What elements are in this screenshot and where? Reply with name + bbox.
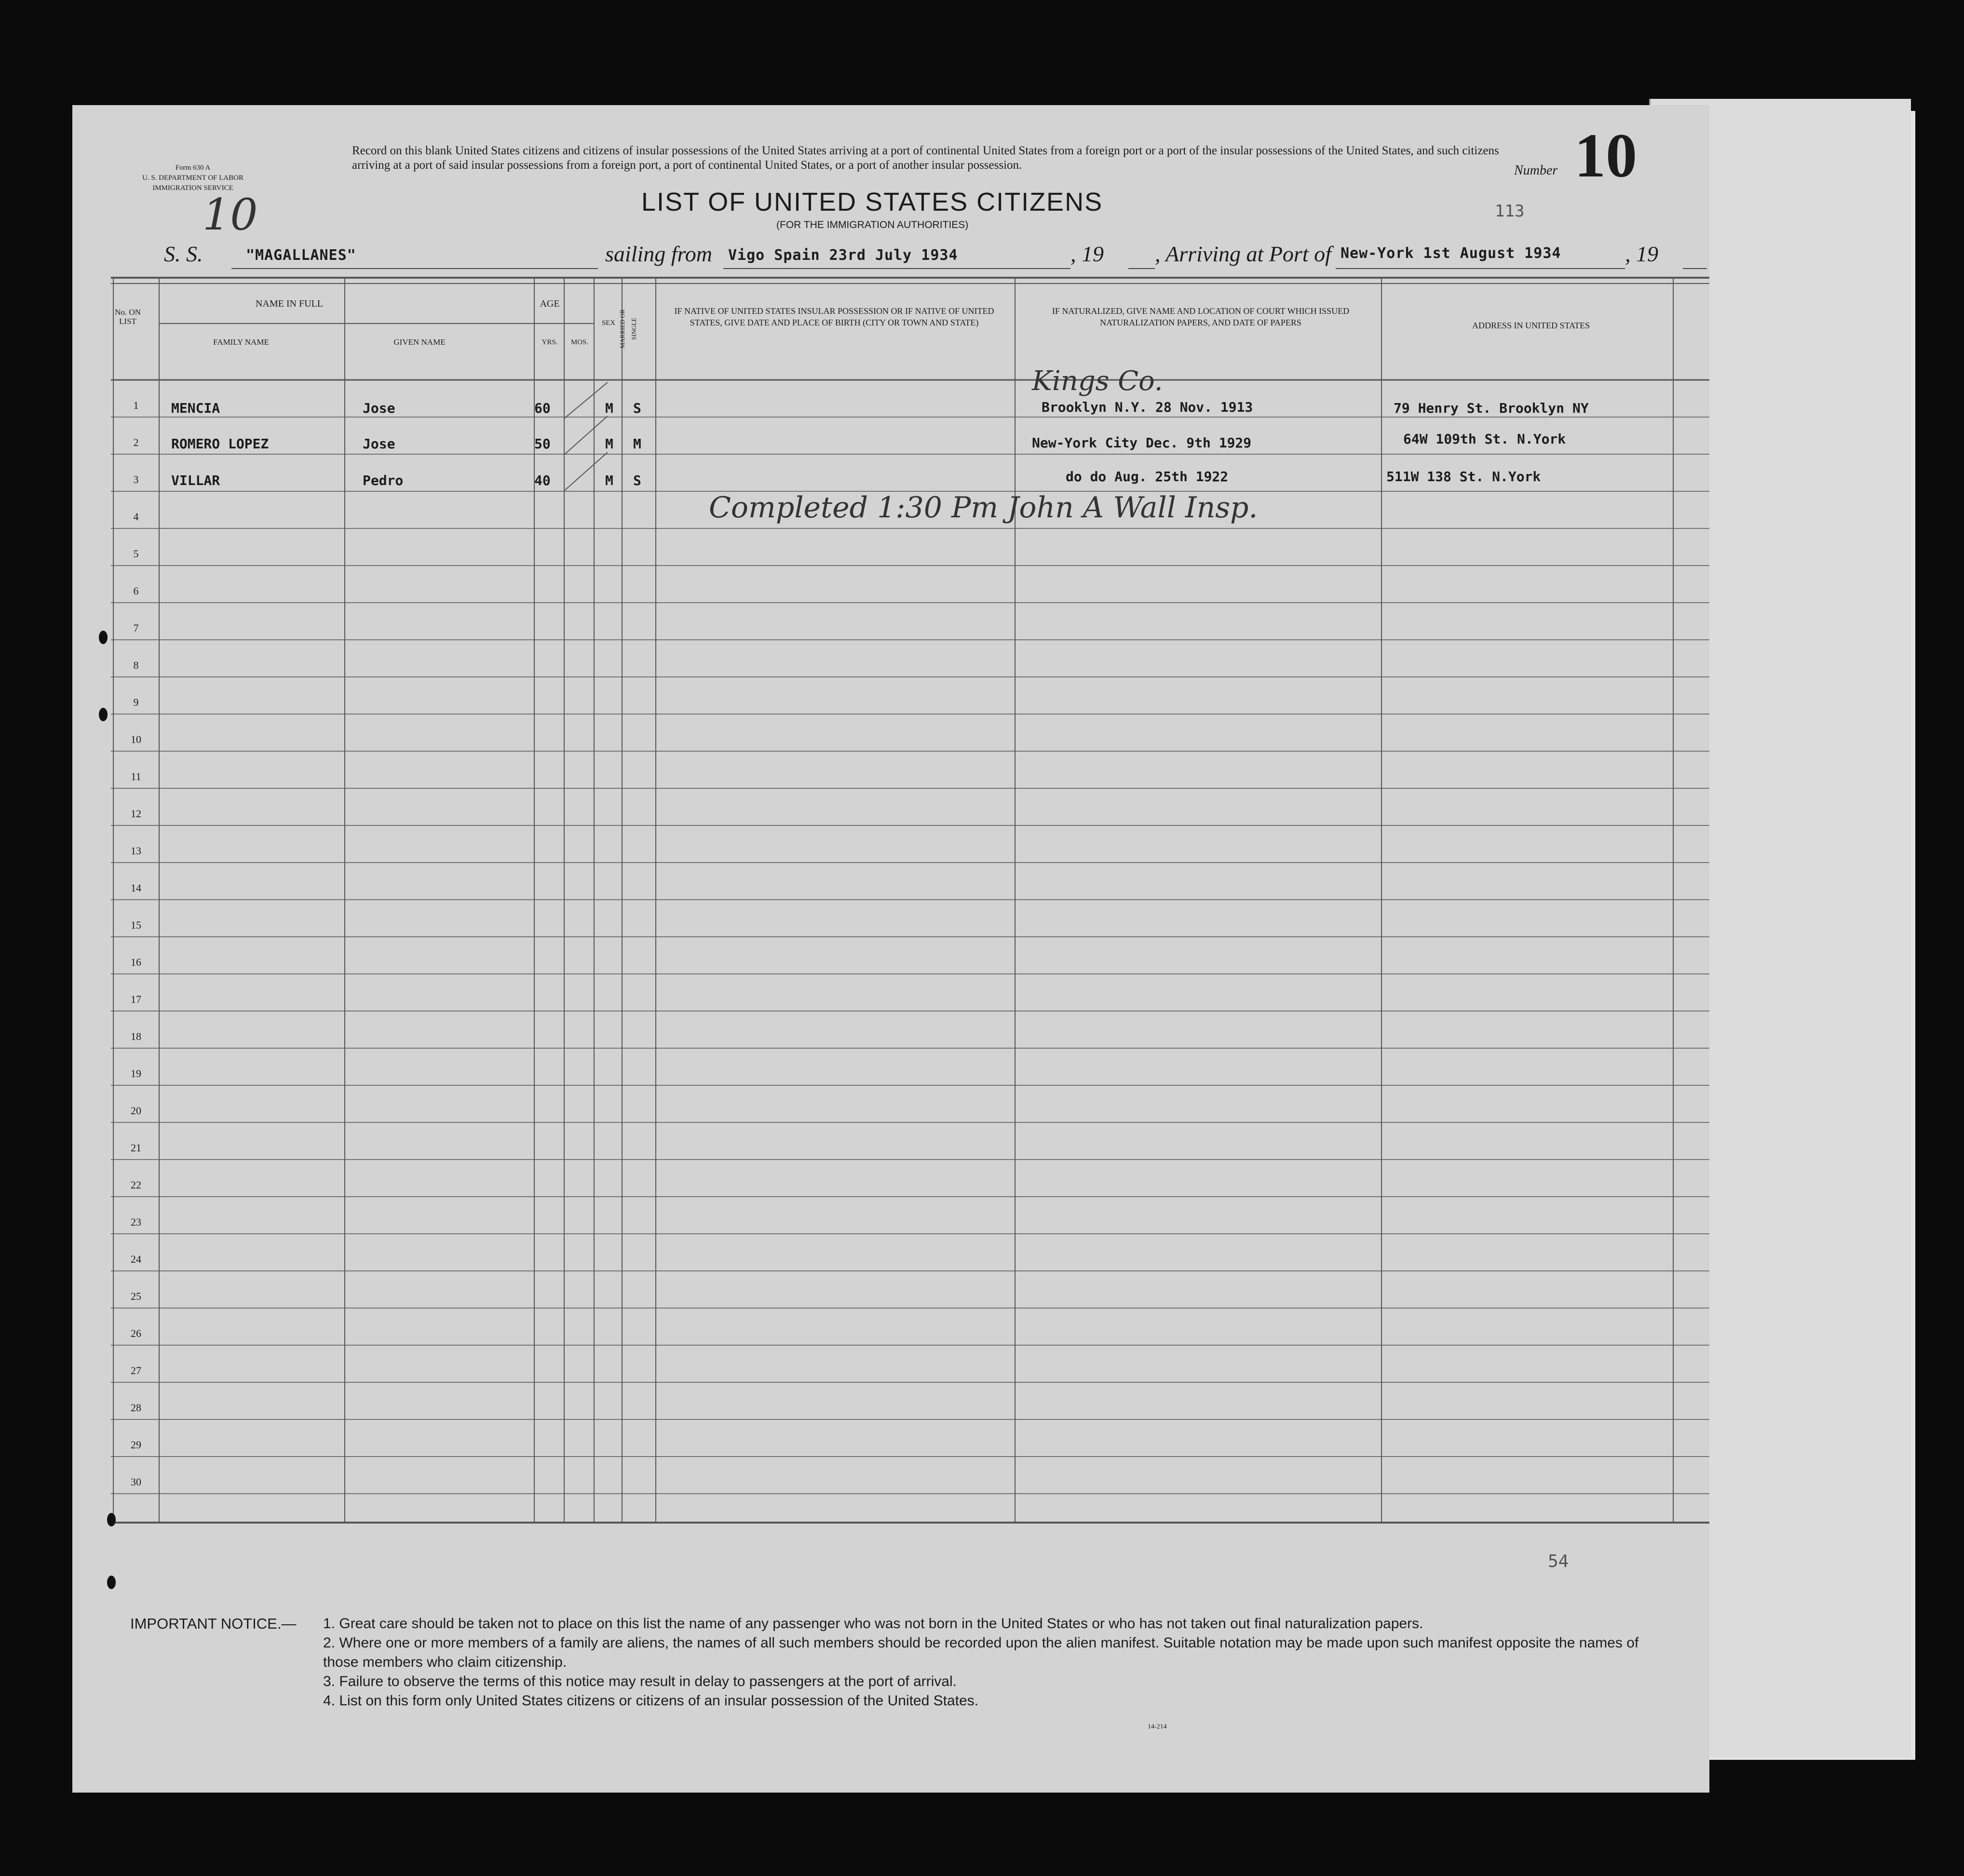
header-family-name: FAMILY NAME bbox=[213, 337, 269, 347]
sex-cell: M bbox=[605, 472, 613, 488]
row-number: 17 bbox=[131, 993, 141, 1005]
header-sex: SEX bbox=[601, 319, 616, 327]
row-number: 22 bbox=[131, 1179, 141, 1191]
row-number: 16 bbox=[131, 956, 141, 968]
handwritten-strike-mark bbox=[564, 452, 608, 491]
header-yrs: YRS. bbox=[542, 338, 558, 346]
row-number: 11 bbox=[131, 770, 141, 783]
ss-label: S. S. bbox=[164, 242, 203, 266]
naturalization-cell: New-York City Dec. 9th 1929 bbox=[1032, 435, 1252, 451]
handwritten-court-note: Kings Co. bbox=[1032, 365, 1163, 397]
row-number: 15 bbox=[131, 919, 141, 931]
row-number: 21 bbox=[131, 1142, 141, 1154]
sailing-from: Vigo Spain 23rd July 1934 bbox=[728, 247, 958, 264]
family-name-cell: MENCIA bbox=[171, 400, 220, 416]
naturalization-cell: do do Aug. 25th 1922 bbox=[1066, 469, 1229, 485]
header-given-name: GIVEN NAME bbox=[393, 337, 446, 347]
punch-hole bbox=[99, 631, 108, 644]
header-address: ADDRESS IN UNITED STATES bbox=[1472, 321, 1590, 330]
page-footer-number: 54 bbox=[1548, 1552, 1569, 1571]
punch-hole bbox=[99, 708, 108, 721]
punch-hole bbox=[107, 1576, 116, 1589]
row-number: 27 bbox=[131, 1364, 141, 1377]
notice-lead: IMPORTANT NOTICE.— bbox=[130, 1615, 297, 1632]
age-cell: 50 bbox=[534, 436, 551, 452]
row-number: 3 bbox=[133, 473, 139, 486]
number-label: Number bbox=[1514, 163, 1558, 178]
family-name-cell: ROMERO LOPEZ bbox=[171, 436, 269, 452]
address-cell: 511W 138 St. N.York bbox=[1386, 469, 1541, 485]
table-grid bbox=[72, 105, 1709, 1793]
handwritten-completion-note: Completed 1:30 Pm John A Wall Insp. bbox=[709, 491, 1258, 525]
year-label: , 19 bbox=[1070, 242, 1104, 266]
form-code: 14-214 bbox=[1148, 1723, 1167, 1730]
address-cell: 64W 109th St. N.York bbox=[1403, 431, 1566, 447]
row-number: 19 bbox=[131, 1067, 141, 1080]
status-cell: M bbox=[633, 436, 641, 452]
row-number: 12 bbox=[131, 808, 141, 820]
status-cell: S bbox=[633, 400, 641, 416]
age-cell: 40 bbox=[534, 472, 551, 488]
row-number: 2 bbox=[133, 436, 139, 448]
row-number: 29 bbox=[131, 1439, 141, 1451]
header-mos: MOS. bbox=[570, 338, 589, 346]
form-id-line: U. S. DEPARTMENT OF LABOR bbox=[142, 174, 244, 182]
arriving-at: New-York 1st August 1934 bbox=[1341, 245, 1561, 262]
row-number: 30 bbox=[131, 1476, 141, 1488]
row-number: 23 bbox=[131, 1216, 141, 1228]
row-number: 20 bbox=[131, 1105, 141, 1117]
header-native: IF NATIVE OF UNITED STATES INSULAR POSSESSION OR IF NATIVE OF UNITED STATES, GIVE DATE AND PLACE OF BIRTH (CITY OR TOWN AND STATE) bbox=[674, 306, 994, 327]
sex-cell: M bbox=[605, 400, 613, 416]
header-age: AGE bbox=[540, 298, 560, 309]
address-cell: 79 Henry St. Brooklyn NY bbox=[1394, 400, 1589, 416]
row-number: 1 bbox=[133, 399, 139, 411]
row-number: 14 bbox=[131, 882, 141, 894]
handwritten-strike-mark bbox=[564, 382, 608, 418]
ship-name: "MAGALLANES" bbox=[246, 247, 356, 264]
row-number: 18 bbox=[131, 1030, 141, 1042]
year-label: , 19 bbox=[1625, 242, 1658, 266]
notice-item: 3. Failure to observe the terms of this notice may result in delay to passengers at the port of arrival. bbox=[323, 1674, 957, 1689]
notice-item: 2. Where one or more members of a family are aliens, the names of all such members should be recorded upon the alien manifest. Suitable notation may be made upon such manifest opposite the names of those members who claim citizenship. bbox=[323, 1635, 1639, 1670]
header-name-in-full: NAME IN FULL bbox=[256, 298, 323, 309]
status-cell: S bbox=[633, 472, 641, 488]
notice-item: 1. Great care should be taken not to place on this list the name of any passenger who was not born in the United States or who has not taken out final naturalization papers. bbox=[323, 1616, 1423, 1632]
family-name-cell: VILLAR bbox=[171, 472, 220, 488]
row-number: 8 bbox=[133, 659, 139, 671]
header-married-single: MARRIED OR SINGLE bbox=[619, 309, 637, 349]
handwritten-strike-mark bbox=[564, 416, 608, 455]
sex-cell: M bbox=[605, 436, 613, 452]
arriving-label: , Arriving at Port of bbox=[1155, 242, 1331, 266]
given-name-cell: Jose bbox=[363, 400, 395, 416]
stamped-number: 113 bbox=[1495, 202, 1525, 221]
row-number: 28 bbox=[131, 1402, 141, 1414]
list-number: 10 bbox=[1574, 121, 1637, 190]
page-title: LIST OF UNITED STATES CITIZENS bbox=[641, 188, 1103, 216]
header-naturalized: IF NATURALIZED, GIVE NAME AND LOCATION OF COURT WHICH ISSUED NATURALIZATION PAPERS, AND DATE OF PAPERS bbox=[1052, 306, 1350, 327]
row-number: 24 bbox=[131, 1253, 141, 1265]
row-number: 4 bbox=[133, 511, 139, 523]
header-no-on-list: No. ON LIST bbox=[115, 308, 141, 326]
naturalization-cell: Brooklyn N.Y. 28 Nov. 1913 bbox=[1042, 399, 1253, 415]
manifest-sheet bbox=[72, 105, 1709, 1793]
row-number: 10 bbox=[131, 733, 141, 745]
page-subtitle: (FOR THE IMMIGRATION AUTHORITIES) bbox=[776, 219, 969, 230]
preamble-text: Record on this blank United States citizens and citizens of insular possessions of the United States arriving at a port of continental United States from a foreign port or a port of the insular possessions of the United States, and such citizens arriving at a port of said insular possessions from a foreign port, a port of continental United States, or a port of another insular possession. bbox=[352, 144, 1499, 172]
row-number: 26 bbox=[131, 1327, 141, 1339]
form-id-line: IMMIGRATION SERVICE bbox=[152, 184, 233, 192]
handwritten-list-number: 10 bbox=[203, 189, 258, 240]
row-number: 13 bbox=[131, 845, 141, 857]
row-number: 5 bbox=[133, 548, 139, 560]
row-number: 25 bbox=[131, 1290, 141, 1302]
row-number: 6 bbox=[133, 585, 139, 597]
form-id-line: Form 630 A bbox=[175, 164, 211, 172]
age-cell: 60 bbox=[534, 400, 551, 416]
sailing-label: sailing from bbox=[605, 242, 712, 266]
row-number: 9 bbox=[133, 696, 139, 708]
notice-item: 4. List on this form only United States citizens or citizens of an insular possession of the United States. bbox=[323, 1693, 979, 1709]
given-name-cell: Pedro bbox=[363, 472, 404, 488]
punch-hole bbox=[107, 1513, 116, 1526]
row-number: 7 bbox=[133, 622, 139, 634]
given-name-cell: Jose bbox=[363, 436, 395, 452]
